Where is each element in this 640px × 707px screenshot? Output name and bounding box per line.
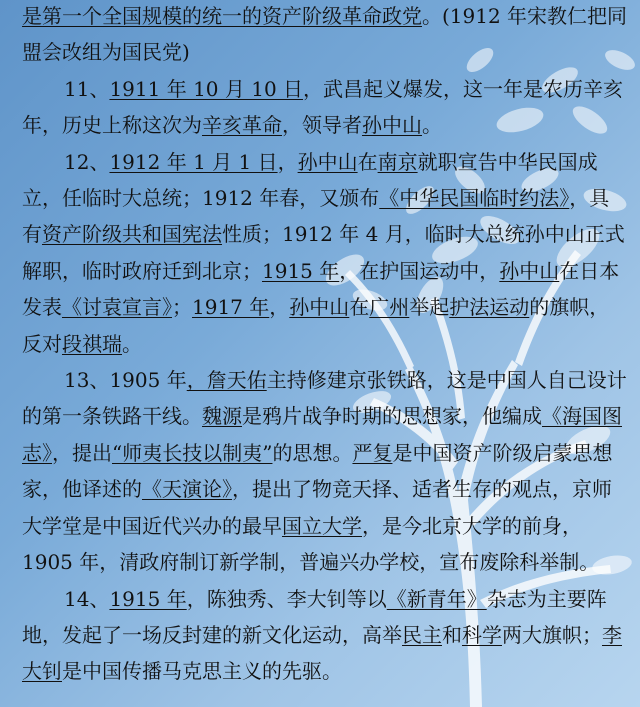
underlined-key-term: ，詹天佑 [186, 368, 267, 393]
text-run: ，在护国运动中， [339, 258, 500, 283]
text-run: 杂志为主要阵地，发起了一场反封建的新文化运动，高举 [22, 586, 607, 647]
text-run: ，提出 [52, 440, 112, 465]
text-run: 的思想。 [272, 440, 353, 465]
text-run: 是中国传播马克思主义的先驱。 [62, 659, 342, 684]
underlined-key-term: “师夷长技以制夷” [112, 440, 273, 465]
underlined-key-term: 《讨袁宣言》 [62, 295, 172, 320]
text-run: ，是今北京大学的前身，1905 年，清政府制订新学制，普遍兴办学校，宣布废除科举制。 [22, 513, 600, 575]
text-run: 是鸦片战争时期的思想家，他编成 [242, 404, 542, 429]
paragraph-12 [0, 144, 640, 362]
underlined-key-term: 1912 年 1 月 1 日 [109, 149, 278, 174]
text-run: 的旗帜，反对 [22, 295, 610, 356]
underlined-key-term: 孙中山 [499, 258, 560, 283]
text-run: ，领导者 [282, 113, 362, 138]
text-run: 14、 [64, 586, 110, 611]
underlined-key-term: 资产阶级共和国宪法 [42, 222, 222, 247]
underlined-key-term: 孙中山 [362, 113, 422, 138]
underlined-key-term: 《新青年》 [386, 586, 487, 611]
paragraph-11 [0, 71, 640, 144]
underlined-key-term: 国立大学 [282, 513, 362, 538]
underlined-key-term: 1911 年 10 月 10 日 [109, 76, 304, 101]
underlined-key-term: 李大钊 [22, 622, 622, 684]
underlined-key-term: 《海国图志》 [22, 404, 622, 465]
text-run: ， [269, 295, 290, 320]
text-run: ， [277, 149, 298, 174]
text-run: 在 [349, 295, 370, 320]
underlined-key-term: 护法运动 [449, 295, 530, 320]
underlined-key-term: 严复 [352, 440, 393, 465]
underlined-key-term: 辛亥革命 [202, 113, 282, 138]
underlined-key-term: 1915 年 [109, 586, 187, 611]
text-run: 在 [357, 149, 378, 174]
text-run: 就职宣告中华民国成立，任临时大总统；1912 年春，又颁布 [22, 149, 598, 211]
text-run: ，陈独秀、李大钊等以 [186, 586, 387, 611]
underlined-key-term: 《中华民国临时约法》 [379, 186, 570, 211]
text-run: 12、 [64, 149, 110, 174]
underlined-key-term: 1917 年 [192, 295, 270, 320]
underlined-key-term: 1915 年 [262, 258, 340, 283]
text-run: 和 [442, 622, 462, 647]
text-run: ，具有 [22, 186, 610, 247]
underlined-key-term: 孙中山 [297, 149, 358, 174]
text-run: 13、1905 年 [64, 368, 187, 393]
text-run: 11、 [64, 76, 110, 101]
text-run: 举起 [409, 295, 450, 320]
paragraph-10-continuation [0, 0, 640, 71]
text-run: 两大旗帜； [502, 622, 602, 647]
underlined-key-term: 段祺瑞 [62, 331, 122, 356]
underlined-key-term: 是第一个全国规模的统一的资产阶级革命政党 [22, 4, 422, 28]
text-run: ； [172, 295, 192, 320]
text-run: 主持修建京张铁路，这是中国人自己设计的第一条铁路干线。 [22, 368, 627, 429]
underlined-key-term: 《天演论》 [142, 477, 232, 502]
underlined-key-term: 魏源 [202, 404, 242, 429]
underlined-key-term: 科学 [462, 622, 502, 647]
text-run: ，武昌起义爆发，这一年是农历辛亥年，历史上称这次为 [22, 76, 624, 138]
text-run: 是中国资产阶级启蒙思想家，他译述的 [22, 440, 613, 502]
underlined-key-term: 南京 [377, 149, 418, 174]
paragraph-13 [0, 362, 640, 580]
text-run: 性质；1912 年 4 月，临时大总统孙中山正式解职，临时政府迁到北京； [22, 222, 625, 283]
text-run: 。 [422, 113, 442, 138]
text-run: 。 [122, 331, 142, 356]
underlined-key-term: 孙中山 [289, 295, 350, 320]
text-run: 。(1912 年宋教仁把同盟会改组为国民党) [22, 4, 628, 65]
underlined-key-term: 民主 [402, 622, 442, 647]
text-run: 在日本发表 [22, 258, 620, 320]
underlined-key-term: 广州 [369, 295, 410, 320]
paragraph-14 [0, 581, 640, 690]
text-run: ，提出了物竞天择、适者生存的观点，京师大学堂是中国近代兴办的最早 [22, 477, 612, 538]
